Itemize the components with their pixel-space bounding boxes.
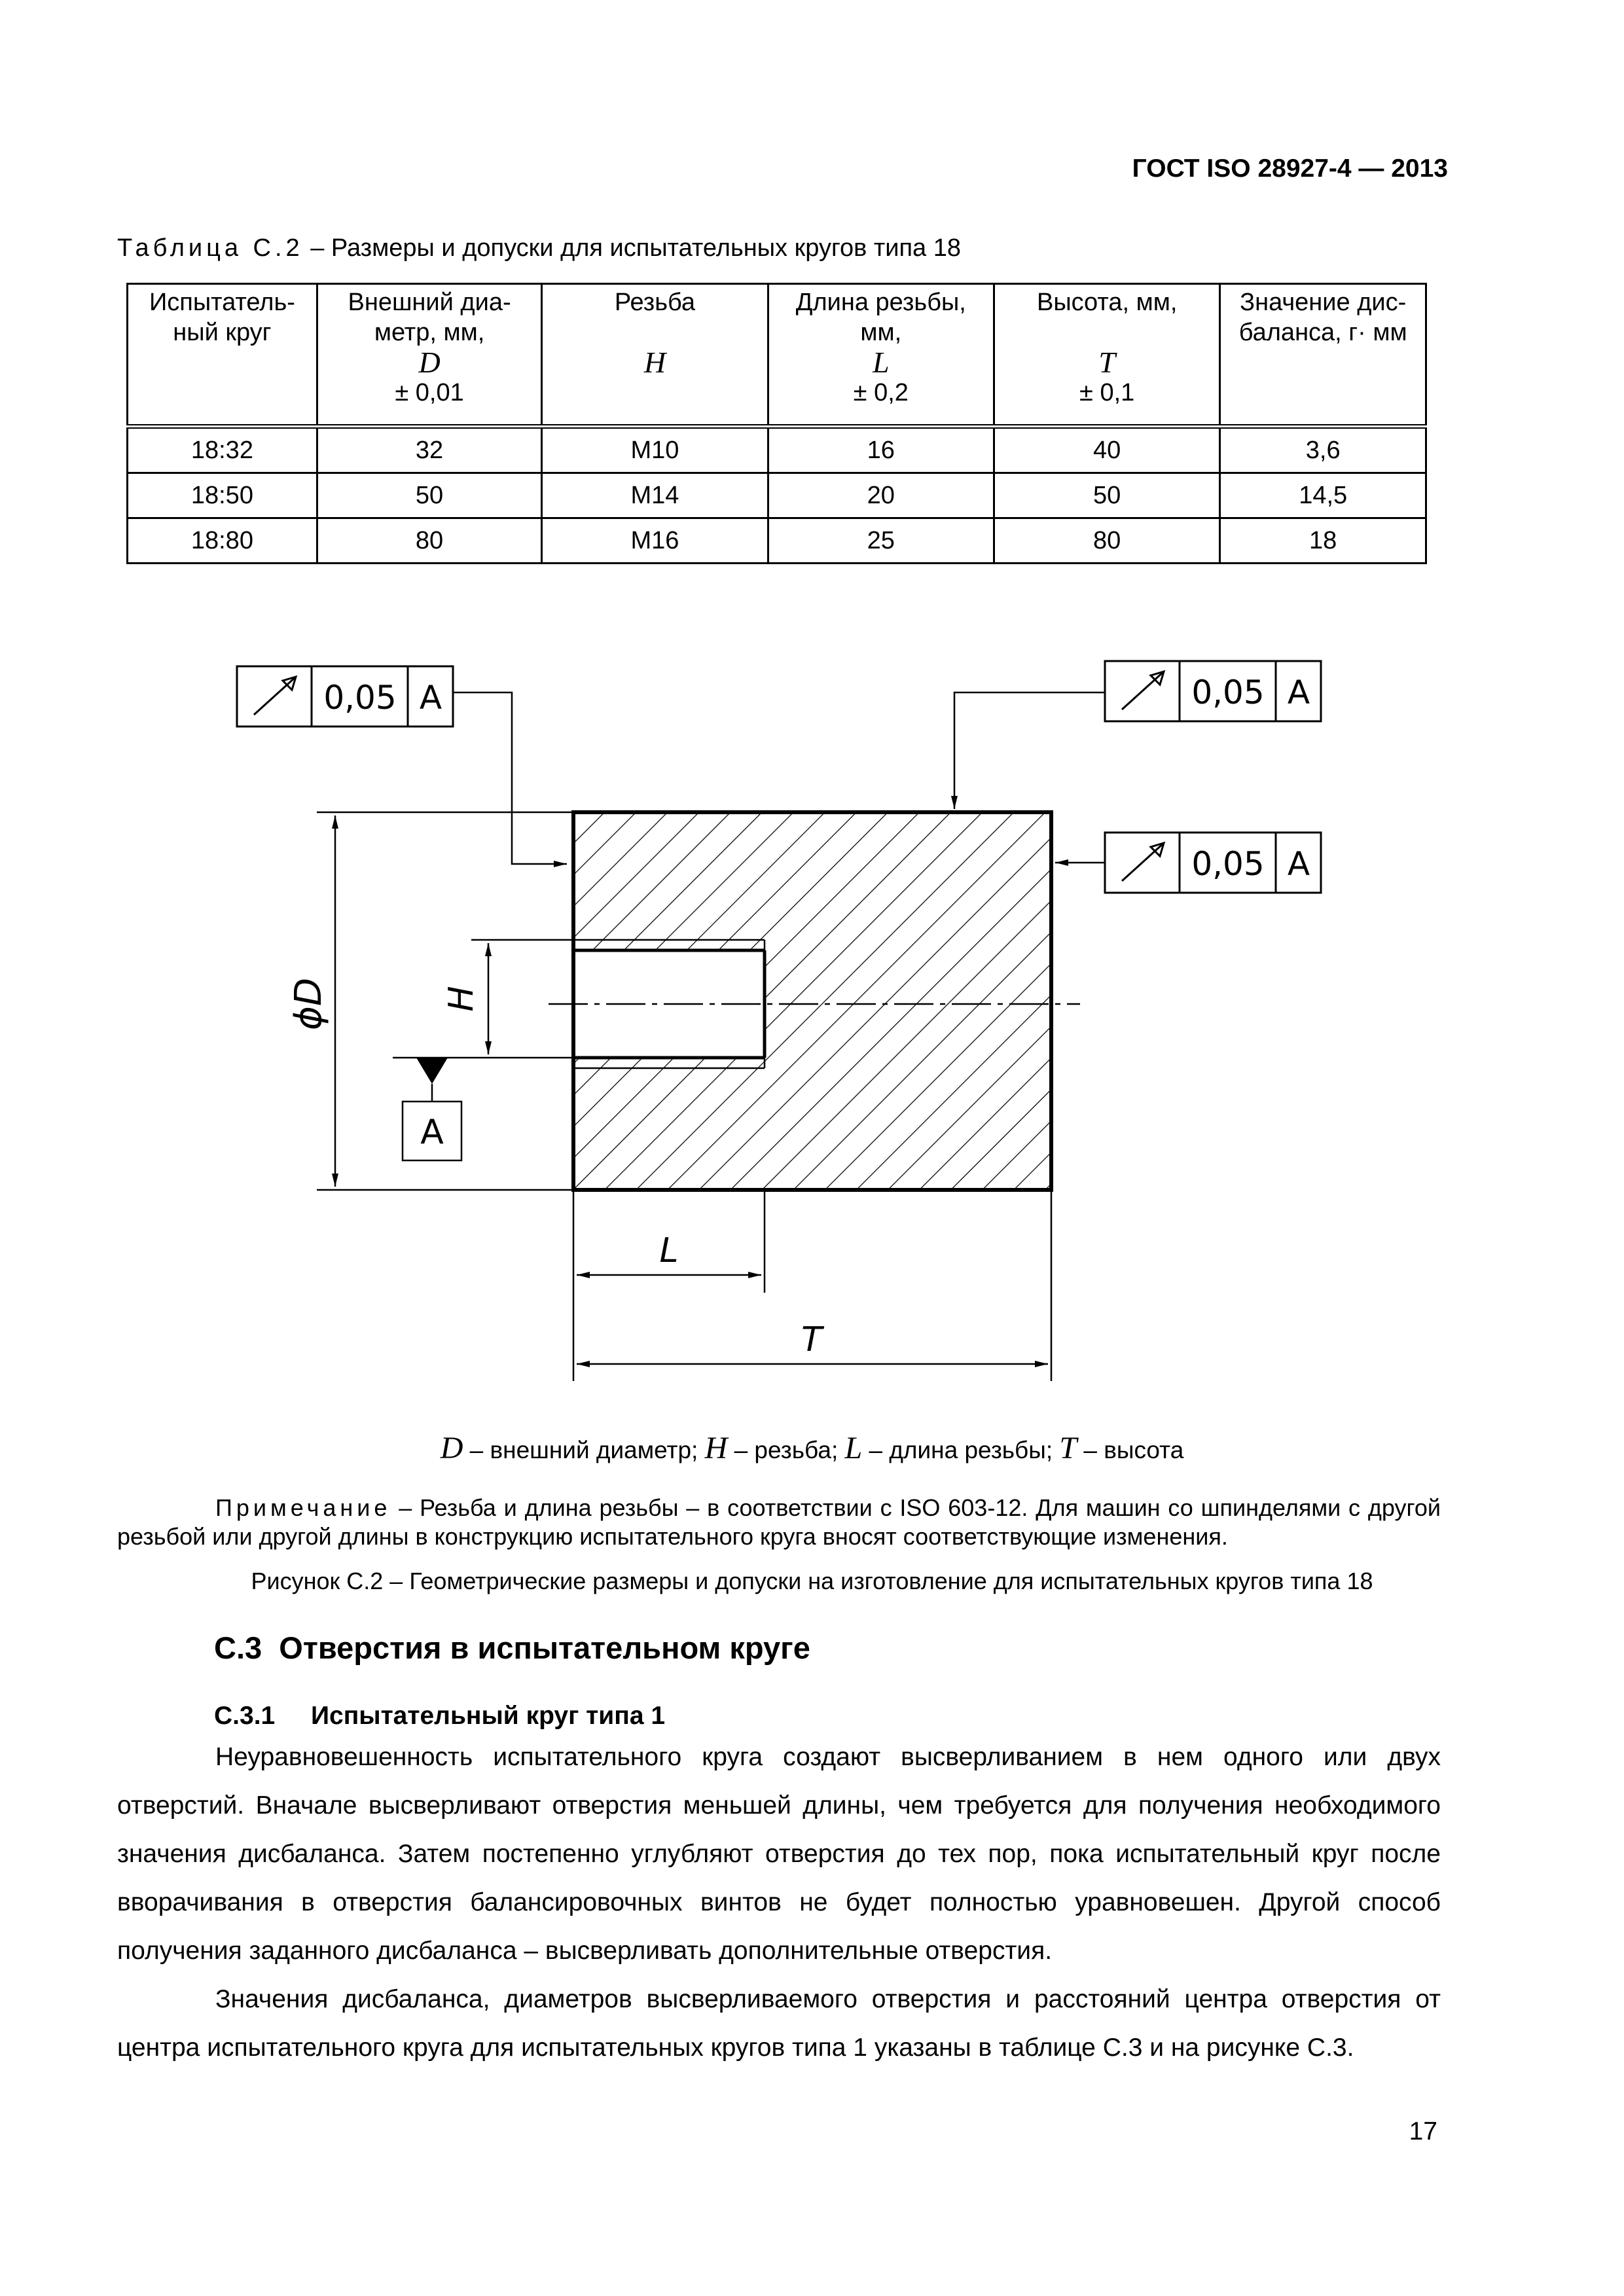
header-cell: Длина резьбы, мм, L ± 0,2: [768, 284, 994, 427]
table-caption: [117, 234, 961, 262]
table-cell: 80: [994, 518, 1219, 564]
page-number: 17: [1409, 2117, 1437, 2145]
thread-dimension: [393, 940, 573, 1058]
header-cell: Внешний диа- метр, мм, D ± 0,01: [317, 284, 541, 427]
table-cell: 14,5: [1220, 473, 1426, 518]
table-cell: M10: [542, 427, 768, 473]
figure-note: [117, 1494, 1441, 1551]
table-cell: 32: [317, 427, 541, 473]
paragraph: Неуравновешенность испытательного круга создают высверливанием в нем одного или двух отверстий. Вначале высверливают отверстия меньшей длины, чем требуется для получения необходимого значения дисбаланса. Затем постепенно углубляют отверстия до тех пор, пока испытательный круг после вворачивания в отверстия балансировочных винтов не будет полностью уравновешен. Другой способ получения заданного дисбаланса – высверливать дополнительные отверстия.: [117, 1743, 1441, 1965]
runout-tolerance-frame: [954, 661, 1321, 809]
tolerance-value: 0,05: [1191, 845, 1265, 883]
table-cell: 18:50: [128, 473, 317, 518]
table-row: [128, 518, 1426, 564]
header-cell: Испытатель- ный круг: [128, 284, 317, 427]
table-cell: 18:80: [128, 518, 317, 564]
table-header-row: [128, 284, 1426, 427]
dim-T-label: T: [801, 1320, 822, 1359]
note-label: Примечание: [215, 1494, 391, 1521]
table-cell: 16: [768, 427, 994, 473]
figure-legend: D – внешний диаметр; H – резьба; L – длина резьбы; T – высота: [440, 1431, 1184, 1465]
dim-H-label: H: [442, 986, 481, 1012]
note-text: – Резьба и длина резьбы – в соответствии с ISO 603-12. Для машин со шпинделями с другой резьбой или другой длины в конструкцию испытательного круга вносят соответствующие изменения.: [117, 1494, 1441, 1550]
table-cell: 18: [1220, 518, 1426, 564]
table-cell: 3,6: [1220, 427, 1426, 473]
datum-reference: A: [1287, 673, 1310, 711]
datum-reference: A: [419, 679, 442, 717]
table-row: [128, 427, 1426, 473]
table-row: [128, 473, 1426, 518]
dimensions-table: [126, 283, 1427, 564]
circular-runout-icon: [1122, 672, 1164, 709]
circular-runout-icon: [1122, 843, 1164, 881]
runout-tolerance-frame: [237, 666, 567, 864]
test-wheel-section: [573, 812, 1051, 1190]
figure-caption: Рисунок С.2 – Геометрические размеры и допуски на изготовление для испытательных кругов типа 18: [251, 1568, 1373, 1594]
height-dimension: [577, 1191, 1051, 1381]
header-cell: Значение дис- баланса, г· мм: [1220, 284, 1426, 427]
paragraph: Значения дисбаланса, диаметров высверливаемого отверстия и расстояний центра отверстия от центра испытательного круга для испытательных кругов типа 1 указаны в таблице С.3 и на рисунке С.3.: [117, 1985, 1441, 2062]
tolerance-value: 0,05: [1191, 673, 1265, 711]
table-caption-prefix: Таблица С.2: [117, 234, 304, 262]
table-cell: 80: [317, 518, 541, 564]
technical-drawing: [0, 641, 1624, 1427]
datum-label: A: [420, 1113, 444, 1152]
dim-D-label: ϕD: [287, 977, 330, 1031]
tolerance-value: 0,05: [323, 679, 397, 717]
section-heading: С.3 Отверстия в испытательном круге: [214, 1630, 810, 1665]
circular-runout-icon: [254, 677, 296, 715]
runout-tolerance-frame: [1055, 833, 1321, 893]
table-cell: 20: [768, 473, 994, 518]
table-cell: 50: [317, 473, 541, 518]
length-dimension: [573, 1190, 765, 1381]
table-cell: M14: [542, 473, 768, 518]
table-caption-text: – Размеры и допуски для испытательных кругов типа 18: [303, 234, 962, 262]
table-cell: 50: [994, 473, 1219, 518]
datum-a: [403, 1058, 461, 1160]
subsection-heading: С.3.1 Испытательный круг типа 1: [214, 1702, 666, 1730]
table-cell: M16: [542, 518, 768, 564]
header-cell: Высота, мм, T ± 0,1: [994, 284, 1219, 427]
header-cell: Резьба H: [542, 284, 768, 427]
dim-L-label: L: [659, 1231, 679, 1270]
datum-reference: A: [1287, 845, 1310, 883]
table-cell: 25: [768, 518, 994, 564]
table-cell: 40: [994, 427, 1219, 473]
table-cell: 18:32: [128, 427, 317, 473]
document-header: ГОСТ ISO 28927-4 — 2013: [1132, 154, 1448, 183]
